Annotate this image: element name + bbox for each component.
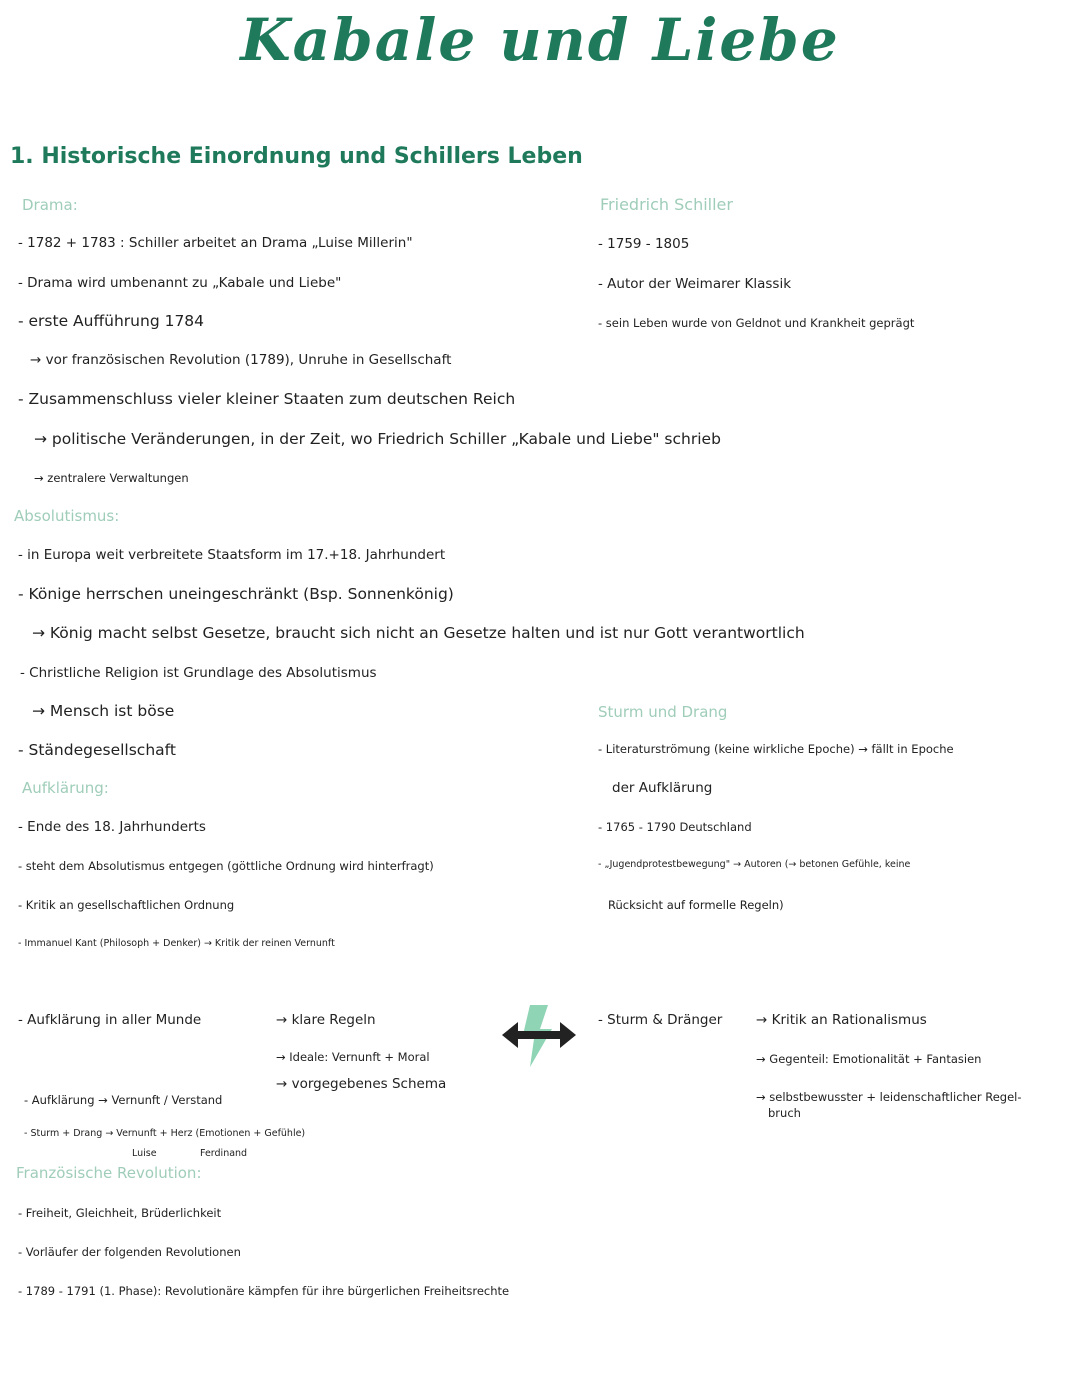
comparison-note-ferdinand: Ferdinand <box>200 1148 248 1159</box>
comparison-right-point: → Kritik an Rationalismus <box>756 1012 927 1028</box>
schiller-line: - Autor der Weimarer Klassik <box>598 276 792 292</box>
sturm-line: - 1765 - 1790 Deutschland <box>598 820 752 834</box>
arrows-lightning-icon <box>500 1003 578 1069</box>
revolution-heading: Französische Revolution: <box>16 1164 202 1182</box>
drama-line: → politische Veränderungen, in der Zeit, wo Friedrich Schiller „Kabale und Liebe" schrieb <box>34 430 721 448</box>
comparison-left-point: → Ideale: Vernunft + Moral <box>276 1050 430 1064</box>
comparison-note: - Aufklärung → Vernunft / Verstand <box>24 1093 223 1107</box>
absolutismus-line: - Ständegesellschaft <box>18 741 176 759</box>
sturm-heading: Sturm und Drang <box>598 703 728 721</box>
absolutismus-line: - Christliche Religion ist Grundlage des Absolutismus <box>20 665 377 681</box>
absolutismus-heading: Absolutismus: <box>14 507 120 525</box>
schiller-heading: Friedrich Schiller <box>600 195 733 214</box>
comparison-note: - Sturm + Drang → Vernunft + Herz (Emotionen + Gefühle) <box>24 1128 306 1139</box>
schiller-line: - sein Leben wurde von Geldnot und Krankheit geprägt <box>598 316 915 330</box>
sturm-line: Rücksicht auf formelle Regeln) <box>608 898 784 912</box>
absolutismus-line: - in Europa weit verbreitete Staatsform im 17.+18. Jahrhundert <box>18 547 446 563</box>
comparison-note-luise: Luise <box>132 1148 157 1159</box>
aufklaerung-line: - Ende des 18. Jahrhunderts <box>18 819 206 835</box>
drama-line: - erste Aufführung 1784 <box>18 312 205 330</box>
drama-line: → vor französischen Revolution (1789), Unruhe in Gesellschaft <box>30 352 452 368</box>
drama-line: - Zusammenschluss vieler kleiner Staaten zum deutschen Reich <box>18 390 516 408</box>
drama-heading: Drama: <box>22 196 78 214</box>
absolutismus-line: → Mensch ist böse <box>32 702 175 720</box>
sturm-line: der Aufklärung <box>612 780 713 796</box>
aufklaerung-line: - Immanuel Kant (Philosoph + Denker) → Kritik der reinen Vernunft <box>18 938 335 949</box>
schiller-line: - 1759 - 1805 <box>598 236 690 252</box>
page-title: Kabale und Liebe <box>240 6 840 74</box>
revolution-line: - 1789 - 1791 (1. Phase): Revolutionäre kämpfen für ihre bürgerlichen Freiheitsrechte <box>18 1284 510 1298</box>
comparison-left-point: → klare Regeln <box>276 1012 376 1028</box>
absolutismus-line: - Könige herrschen uneingeschränkt (Bsp. Sonnenkönig) <box>18 585 454 603</box>
comparison-right-point: → selbstbewusster + leidenschaftlicher Regel- <box>756 1090 1022 1104</box>
sturm-line: - „Jugendprotestbewegung" → Autoren (→ betonen Gefühle, keine <box>598 859 911 870</box>
sturm-line: - Literaturströmung (keine wirkliche Epoche) → fällt in Epoche <box>598 742 954 756</box>
comparison-left-main: - Aufklärung in aller Munde <box>18 1012 202 1028</box>
aufklaerung-heading: Aufklärung: <box>22 779 109 797</box>
aufklaerung-line: - steht dem Absolutismus entgegen (göttliche Ordnung wird hinterfragt) <box>18 859 434 873</box>
section-title: 1. Historische Einordnung und Schillers Leben <box>10 144 583 169</box>
revolution-line: - Freiheit, Gleichheit, Brüderlichkeit <box>18 1206 222 1220</box>
drama-line: - Drama wird umbenannt zu „Kabale und Liebe" <box>18 275 342 291</box>
absolutismus-line: → König macht selbst Gesetze, braucht sich nicht an Gesetze halten und ist nur Gott verantwortlich <box>32 624 805 642</box>
comparison-left-point: → vorgegebenes Schema <box>276 1076 447 1092</box>
drama-line: - 1782 + 1783 : Schiller arbeitet an Drama „Luise Millerin" <box>18 235 413 251</box>
comparison-right-main: - Sturm & Dränger <box>598 1012 723 1028</box>
aufklaerung-line: - Kritik an gesellschaftlichen Ordnung <box>18 898 235 912</box>
comparison-right-point: bruch <box>768 1106 801 1120</box>
revolution-line: - Vorläufer der folgenden Revolutionen <box>18 1245 241 1259</box>
drama-line: → zentralere Verwaltungen <box>34 471 189 485</box>
comparison-right-point: → Gegenteil: Emotionalität + Fantasien <box>756 1052 982 1066</box>
